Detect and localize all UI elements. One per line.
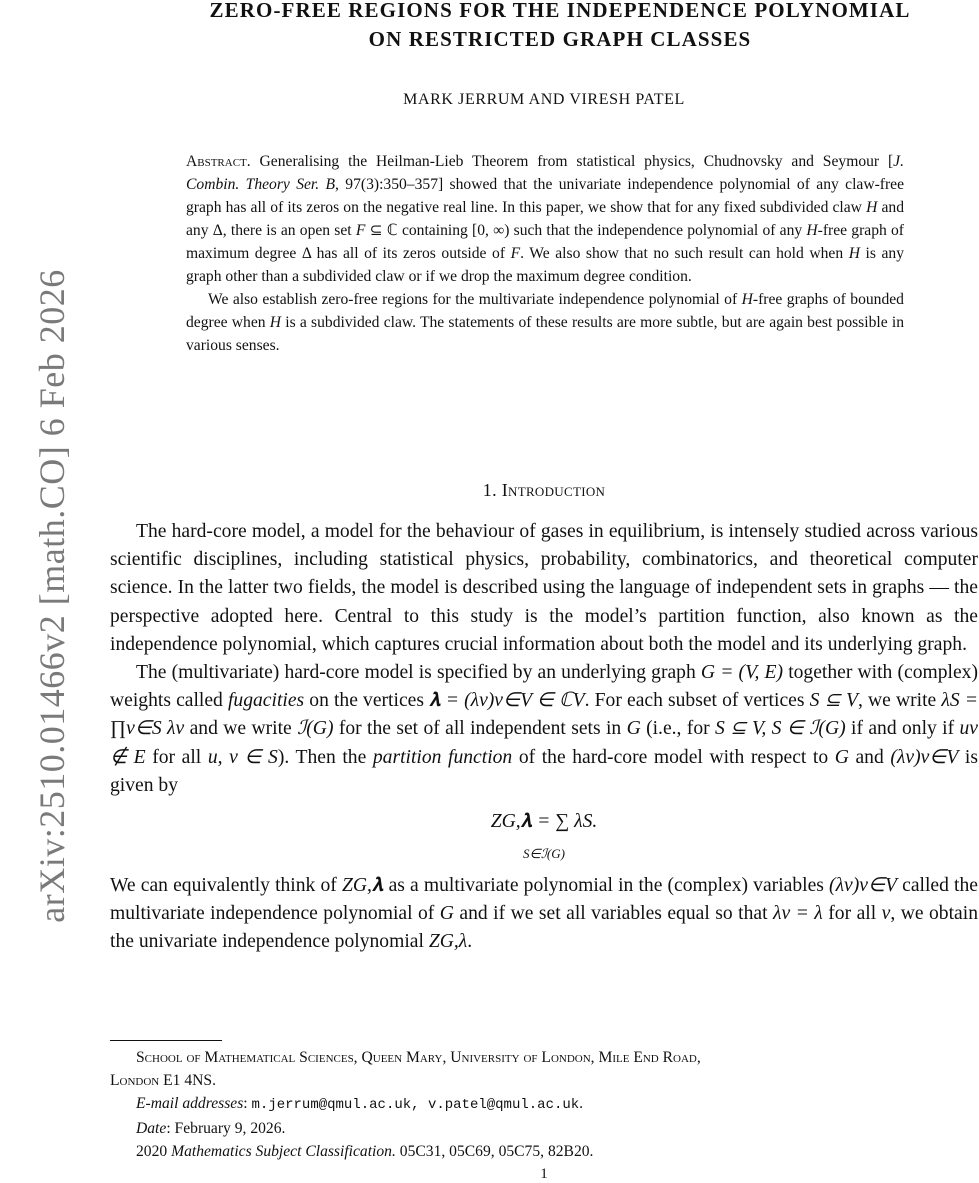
body-paragraph-2: The (multivariate) hard-core model is specified by an underlying graph G = (V, E) together with (complex) weights called fugacities on the vertices 𝛌 = (λv)v∈V ∈ ℂV. For each subset of vertices S ⊆ V, we write λS = ∏v∈S λv and we write ℐ(G) for the set of all independent sets in G (i.e., for S ⊆ V, S ∈ ℐ(G) if and only if uv ∉ E for all u, v ∈ S). Then the partition function of the hard-core model with respect to G and (λv)v∈V is given by xyxy=(110,662,979,796)
email-line: E-mail addresses: m.jerrum@qmul.ac.uk, v.patel@qmul.ac.uk. xyxy=(136,1095,584,1113)
page-number: 1 xyxy=(540,1166,548,1182)
equation-main: ZG,𝛌 = ∑ λS. xyxy=(490,811,598,833)
body-text xyxy=(110,518,978,957)
abstract xyxy=(186,150,904,357)
title-line-2: ON RESTRICTED GRAPH CLASSES xyxy=(368,27,752,51)
authors: MARK JERRUM AND VIRESH PATEL xyxy=(403,91,685,108)
equation-subscript: S∈ℐ(G) xyxy=(523,846,565,862)
section-heading xyxy=(110,480,978,501)
email-addresses[interactable]: m.jerrum@qmul.ac.uk, v.patel@qmul.ac.uk xyxy=(251,1097,580,1113)
affiliation-line-2: London E1 4NS. xyxy=(110,1072,216,1089)
term-partition-function: partition function xyxy=(372,746,513,768)
paper-title xyxy=(100,0,979,54)
arxiv-side-stamp: arXiv:2510.01466v2 [math.CO] 6 Feb 2026 xyxy=(32,269,72,923)
display-equation xyxy=(110,804,978,866)
footnotes xyxy=(110,1046,978,1163)
section-title: Introduction xyxy=(501,480,606,500)
date-line: Date: February 9, 2026. xyxy=(136,1120,286,1137)
body-paragraph-1: The hard-core model, a model for the behaviour of gases in equilibrium, is intensely studied across various scientific disciplines, including statistical physics, probability, combinatorics, and theoretical computer science. In the latter two fields, the model is described using the language of independent sets in graphs — the perspective adopted here. Central to this study is the model’s partition function, also known as the independence polynomial, which captures crucial information about both the model and its underlying graph. xyxy=(110,521,978,655)
term-fugacities: fugacities xyxy=(227,690,305,712)
citation-journal: J. Combin. Theory Ser. B xyxy=(186,153,904,193)
affiliation-line-1: School of Mathematical Sciences, Queen Mary, University of London, Mile End Road, xyxy=(136,1049,701,1066)
title-line-1: ZERO-FREE REGIONS FOR THE INDEPENDENCE POLYNOMIAL xyxy=(209,0,911,22)
footnote-rule xyxy=(110,1040,222,1041)
msc-line: 2020 Mathematics Subject Classification. 05C31, 05C69, 05C75, 82B20. xyxy=(136,1143,594,1160)
abstract-label: Abstract. xyxy=(186,153,251,170)
section-number: 1. xyxy=(482,480,497,500)
body-paragraph-3: We can equivalently think of ZG,𝛌 as a multivariate polynomial in the (complex) variables (λv)v∈V called the multivariate independence polynomial of G and if we set all variables equal so that λv = λ for all v, we obtain the univariate independence polynomial ZG,λ. xyxy=(110,875,978,953)
abstract-paragraph-1: Abstract. Generalising the Heilman-Lieb Theorem from statistical physics, Chudnovsky and Seymour [J. Combin. Theory Ser. B, 97(3):350–357] showed that the univariate independence polynomial of any claw-free graph has all of its zeros on the negative real line. In this paper, we show that for any fixed subdivided claw H and any Δ, there is an open set F ⊆ ℂ containing [0, ∞) such that the independence polynomial of any H-free graph of maximum degree Δ has all of its zeros outside of F. We also show that no such result can hold when H is any graph other than a subdivided claw or if we drop the maximum degree condition. xyxy=(186,153,905,285)
abstract-paragraph-2: We also establish zero-free regions for the multivariate independence polynomial of H-free graphs of bounded degree when H is a subdivided claw. The statements of these results are more subtle, but are again best possible in various senses. xyxy=(186,291,904,354)
